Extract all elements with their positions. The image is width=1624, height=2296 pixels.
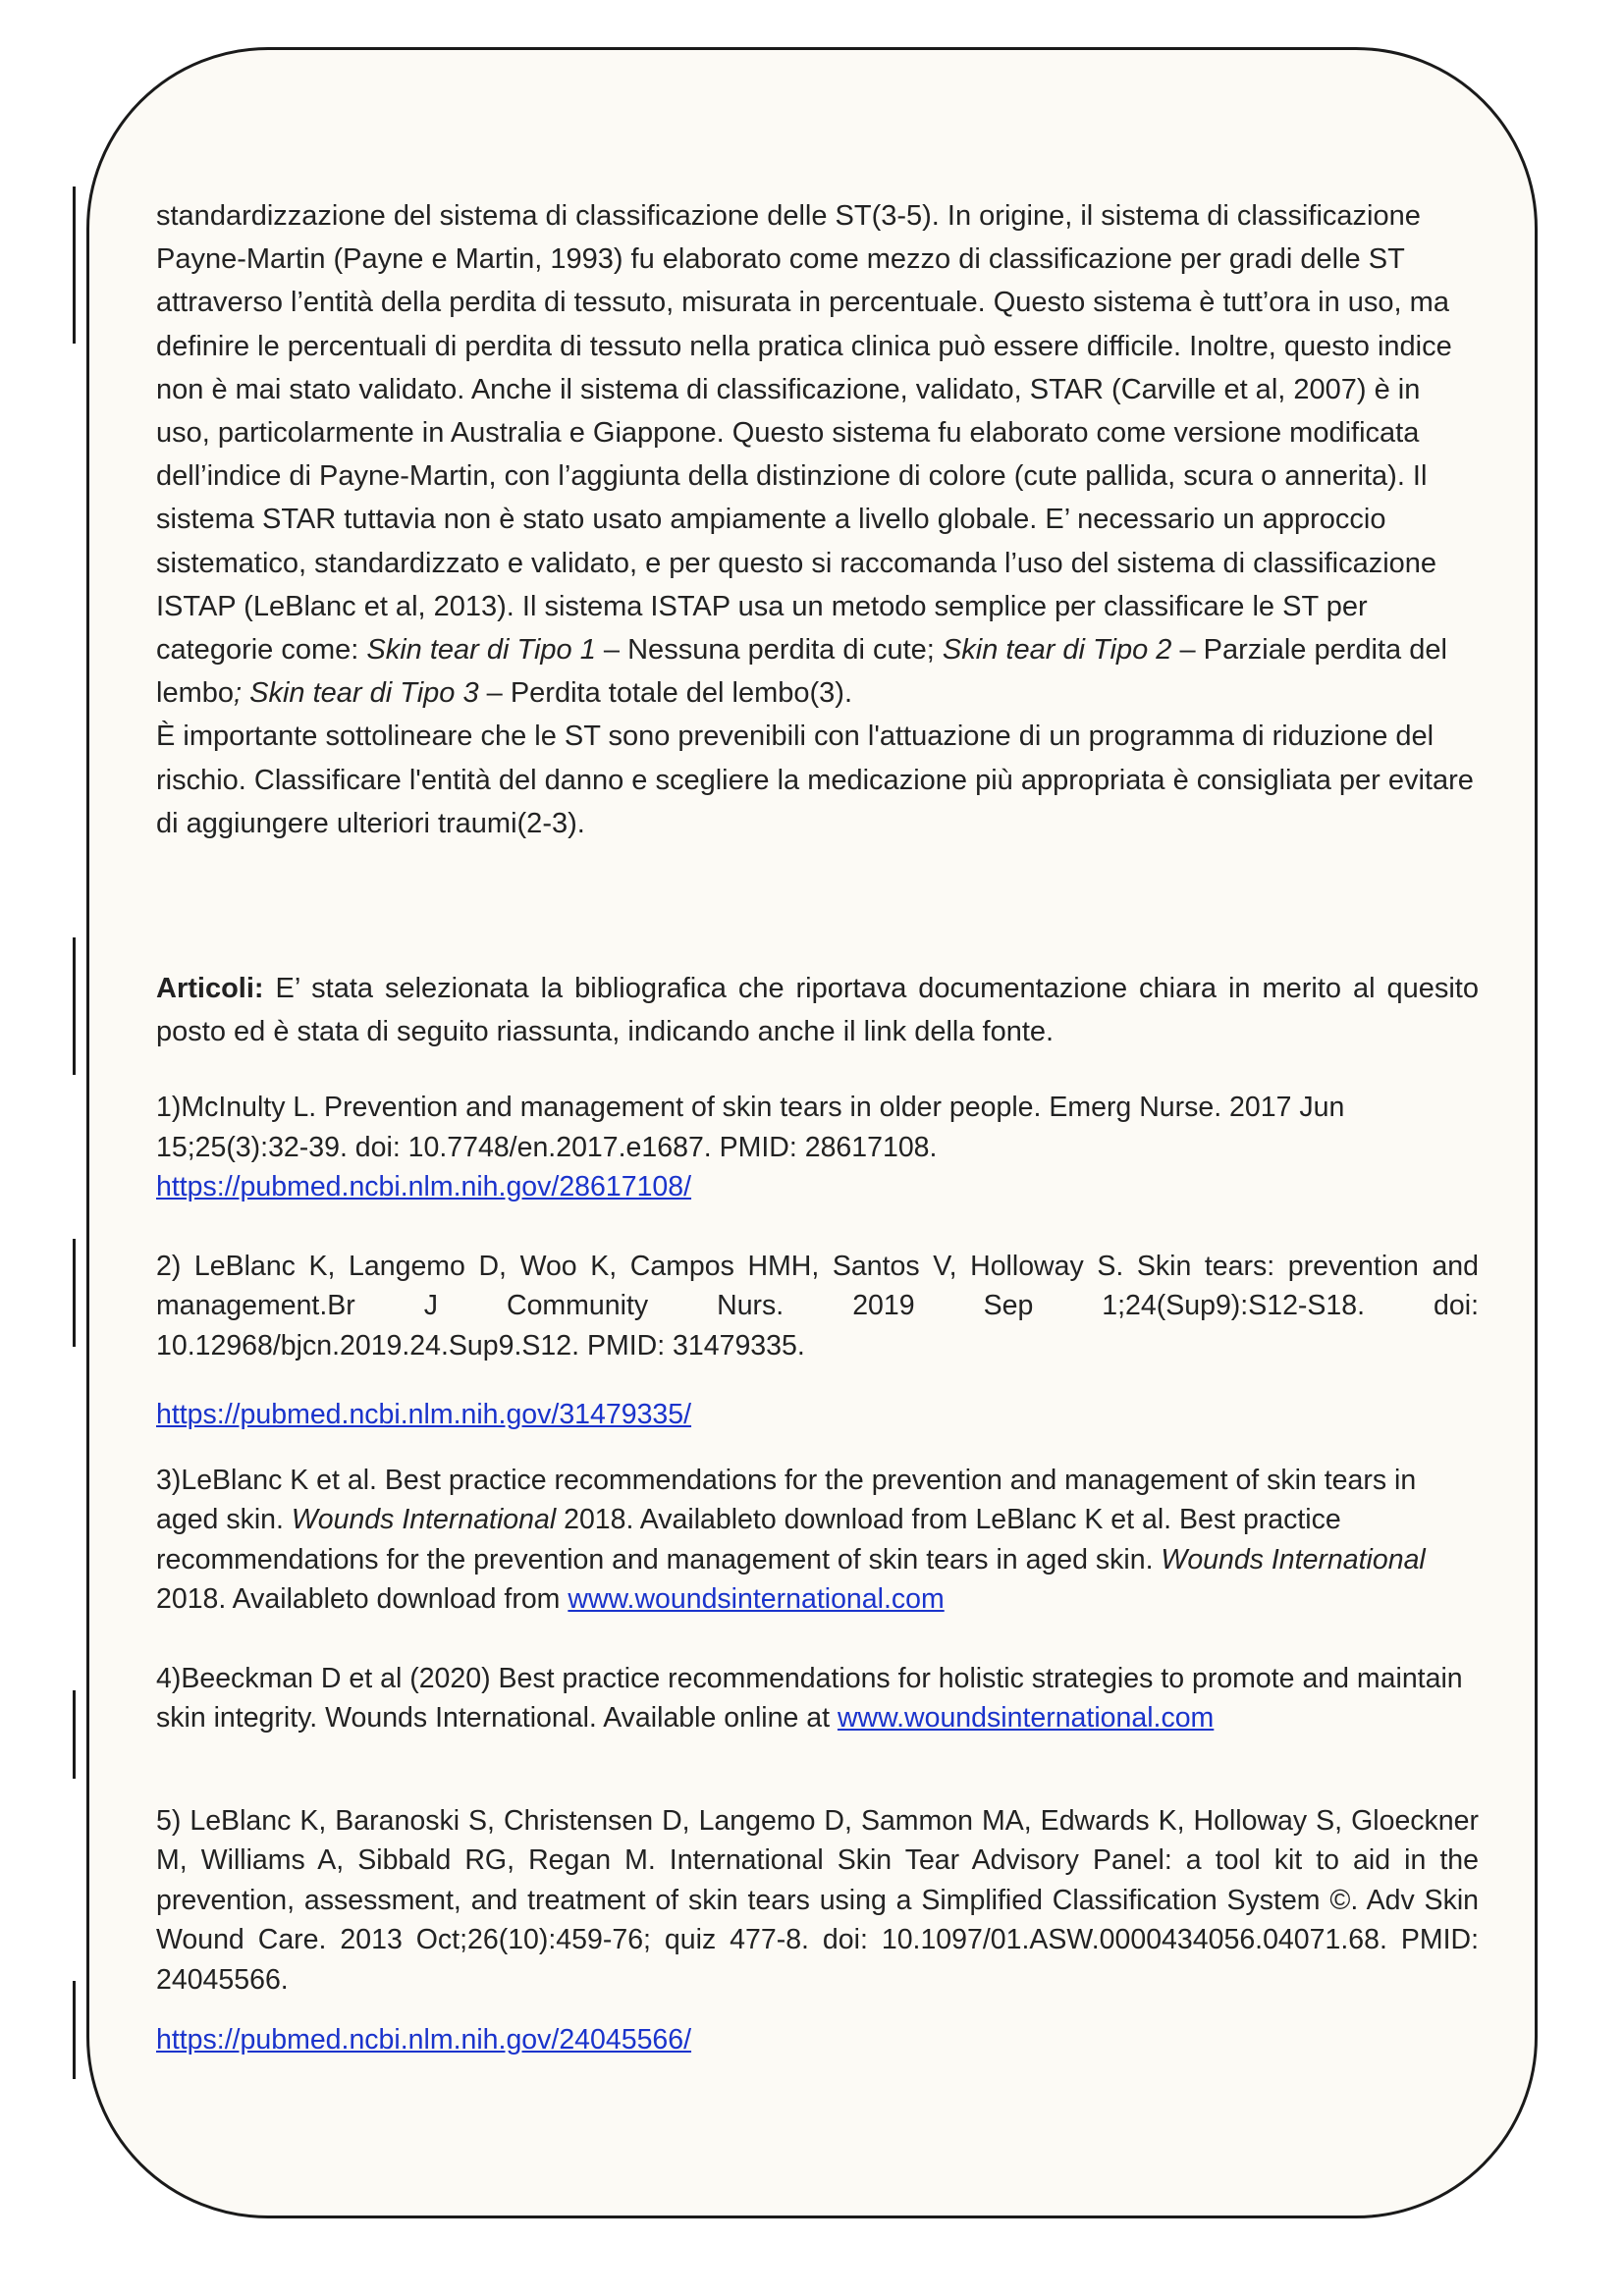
reference-2-link[interactable]: https://pubmed.ncbi.nlm.nih.gov/31479335/ <box>156 1399 692 1431</box>
reference-3-link[interactable]: www.woundsinternational.com <box>568 1583 945 1616</box>
change-bar <box>73 1981 76 2079</box>
reference-1-link[interactable]: https://pubmed.ncbi.nlm.nih.gov/28617108/ <box>156 1171 692 1203</box>
paragraph-classification <box>156 194 1479 715</box>
references-list <box>156 1088 1479 2060</box>
skin-tear-type-3: ; Skin tear di Tipo 3 <box>234 677 479 710</box>
reference-4-link[interactable]: www.woundsinternational.com <box>837 1702 1215 1735</box>
reference-5 <box>156 1801 1479 2060</box>
journal-name: Wounds International <box>1161 1543 1426 1575</box>
reference-text: 3)LeBlanc K et al. Best practice recommendations for the prevention and management of skin tears in aged skin. <box>156 1464 1417 1536</box>
paragraph-text: – Parziale perdita del lembo <box>156 634 1447 710</box>
articoli-label: Articoli: <box>156 973 264 1005</box>
reference-1 <box>156 1088 1479 1207</box>
reference-text: 2018. Availableto download from LeBlanc K et al. Best practice recommendations for the prevention and management of skin tears in aged skin. <box>156 1504 1341 1575</box>
paragraph-text: – Perdita totale del lembo(3). <box>478 677 853 710</box>
reference-4 <box>156 1659 1479 1738</box>
paragraph-text: – Nessuna perdita di cute; <box>595 634 943 667</box>
reference-5-link[interactable]: https://pubmed.ncbi.nlm.nih.gov/24045566/ <box>156 2024 692 2056</box>
document-body <box>156 194 1479 2060</box>
reference-3 <box>156 1461 1479 1620</box>
paragraph-prevention: È importante sottolineare che le ST sono prevenibili con l'attuazione di un programma di riduzione del rischio. Classificare l'entità del danno e scegliere la medicazione più appropriata è consigliata per evitare di aggiungere ulteriori traumi(2-3). <box>156 721 1474 839</box>
change-bar <box>73 1239 76 1347</box>
articoli-text: E’ stata selezionata la bibliografica che riportava documentazione chiara in merito al quesito posto ed è stata di seguito riassunta, indicando anche il link della fonte. <box>156 973 1479 1048</box>
change-bar <box>73 937 76 1075</box>
skin-tear-type-1: Skin tear di Tipo 1 <box>366 634 596 667</box>
articoli-paragraph <box>156 967 1479 1053</box>
change-bar <box>73 1690 76 1779</box>
reference-text: 1)McInulty L. Prevention and management of skin tears in older people. Emerg Nurse. 2017 Jun 15;25(3):32-39. doi: 10.7748/en.2017.e1687. PMID: 28617108. <box>156 1092 1345 1163</box>
paragraph-text: standardizzazione del sistema di classificazione delle ST(3-5). In origine, il sistema di classificazione Payne-Martin (Payne e Martin, 1993) fu elaborato come mezzo di classificazione per gradi delle ST attraverso l’entità della perdita di tessuto, misurata in percentuale. Questo sistema è tutt’ora in uso, ma definire le percentuali di perdita di tessuto nella pratica clinica può essere difficile. Inoltre, questo indice non è mai stato validato. Anche il sistema di classificazione, validato, STAR (Carville et al, 2007) è in uso, particolarmente in Australia e Giappone. Questo sistema fu elaborato come versione modificata dell’indice di Payne-Martin, con l’aggiunta della distinzione di colore (cute pallida, scura o annerita). Il sistema STAR tuttavia non è stato usato ampiamente a livello globale. E’ necessario un approccio sistematico, standardizzato e validato, e per questo si raccomanda l’uso del sistema di classificazione ISTAP (LeBlanc et al, 2013). Il sistema ISTAP usa un metodo semplice per classificare le ST per categorie come: <box>156 200 1452 667</box>
journal-name: Wounds International <box>291 1504 557 1536</box>
skin-tear-type-2: Skin tear di Tipo 2 <box>942 634 1172 667</box>
reference-text: 2) LeBlanc K, Langemo D, Woo K, Campos HMH, Santos V, Holloway S. Skin tears: prevention and management.Br J Community Nurs. 2019 Sep 1;24(Sup9):S12-S18. doi: 10.12968/bjcn.2019.24.Sup9.S12. PMID: 31479335. <box>156 1250 1479 1362</box>
reference-2 <box>156 1247 1479 1435</box>
change-bar <box>73 187 76 344</box>
reference-text: 2018. Availableto download from <box>156 1583 568 1616</box>
reference-text: 4)Beeckman D et al (2020) Best practice recommendations for holistic strategies to promote and maintain skin integrity. Wounds International. Available online at <box>156 1662 1463 1735</box>
reference-text: 5) LeBlanc K, Baranoski S, Christensen D, Langemo D, Sammon MA, Edwards K, Holloway S, Gloeckner M, Williams A, Sibbald RG, Regan M. International Skin Tear Advisory Panel: a tool kit to aid in the prevention, assessment, and treatment of skin tears using a Simplified Classification System ©. Adv Skin Wound Care. 2013 Oct;26(10):459-76; quiz 477-8. doi: 10.1097/01.ASW.0000434056.04071.68. PMID: 24045566. <box>156 1804 1479 1996</box>
